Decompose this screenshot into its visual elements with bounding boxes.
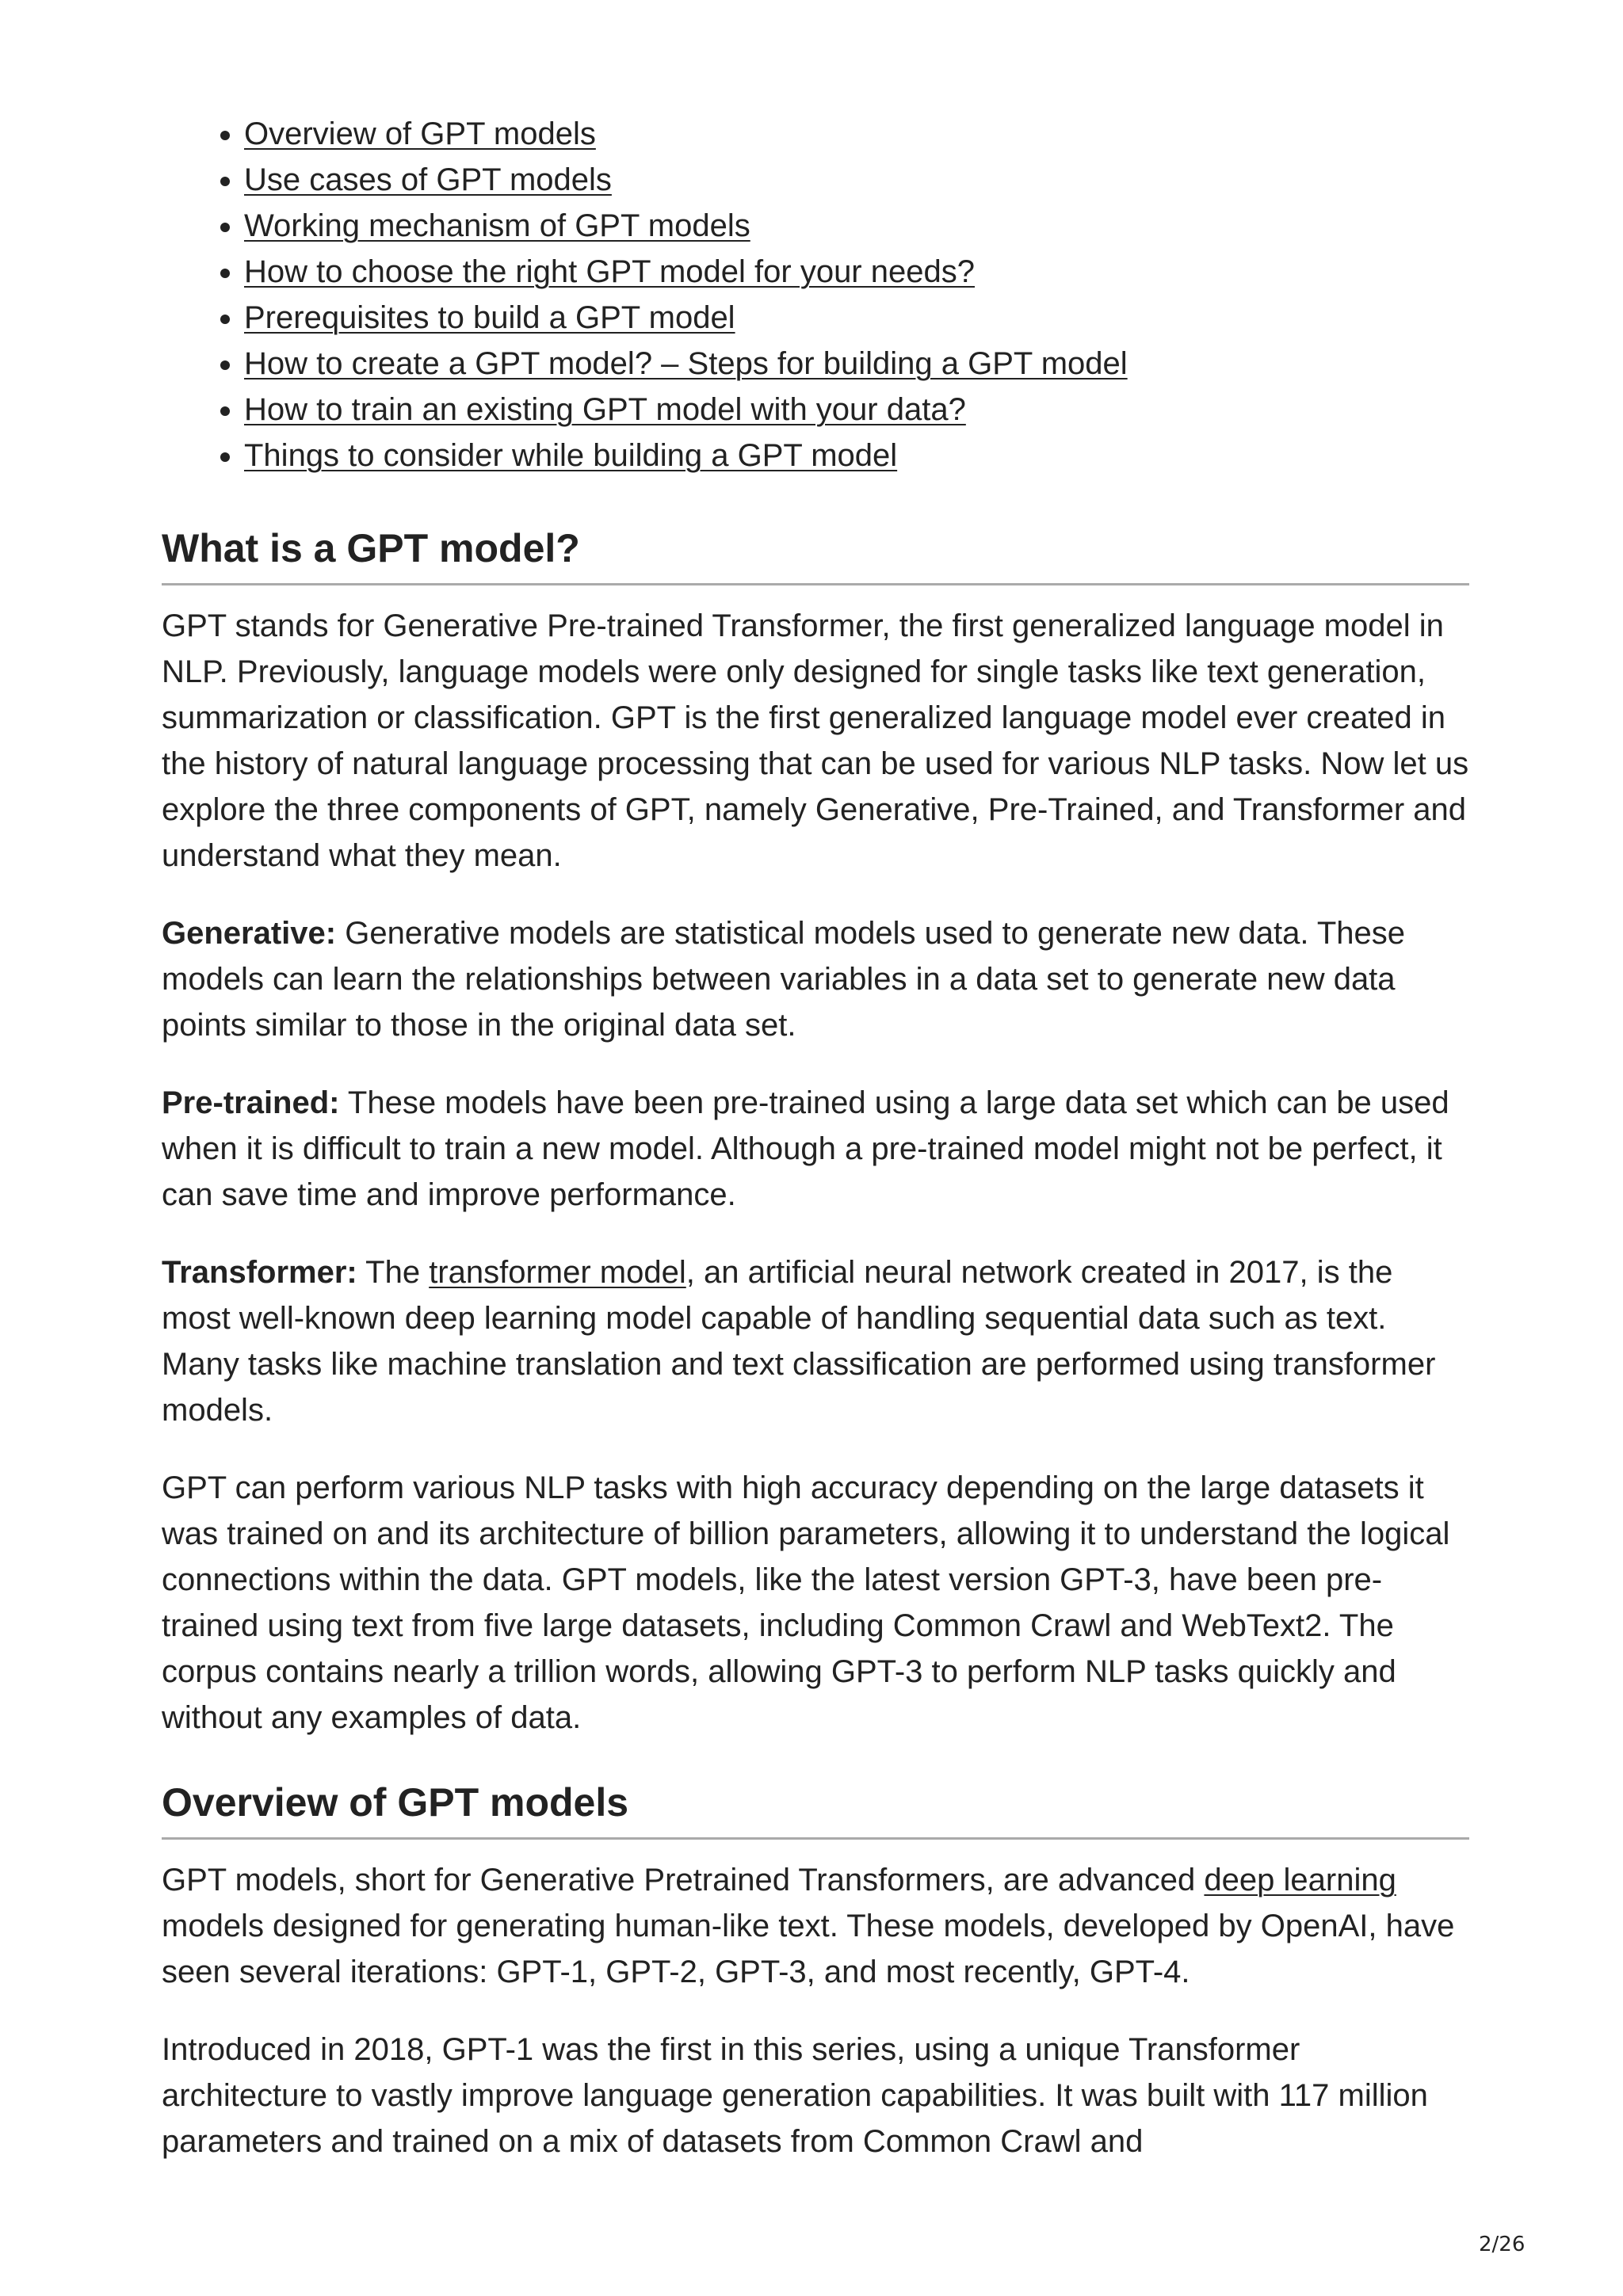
deep-learning-link[interactable]: deep learning [1204,1863,1396,1897]
paragraph-pretrained [162,1080,1469,1218]
toc-item [244,111,1469,157]
section-heading-what-is-gpt: What is a GPT model? [162,524,1469,585]
term-transformer: Transformer: [162,1255,357,1290]
term-pretrained: Pre-trained: [162,1085,340,1120]
toc-link-use-cases[interactable]: Use cases of GPT models [244,162,612,197]
toc-item [244,433,1469,479]
paragraph-intro: GPT stands for Generative Pre-trained Transformer, the first generalized language model in NLP. Previously, language models were only designed for single tasks like text generation, summarization or classification. GPT is the first generalized language model ever created in the history of natural language processing that can be used for various NLP tasks. Now let us explore the three components of GPT, namely Generative, Pre-Trained, and Transformer and understand what they mean. [162,608,1469,873]
toc-link-choose-model[interactable]: How to choose the right GPT model for your needs? [244,254,975,289]
pretrained-text: These models have been pre-trained using a large data set which can be used when it is difficult to train a new model. Although a pre-trained model might not be perfect, it can save time and improve performance. [162,1085,1449,1212]
toc-item [244,157,1469,203]
overview-text-pre: GPT models, short for Generative Pretrained Transformers, are advanced [162,1863,1205,1897]
toc-link-overview[interactable]: Overview of GPT models [244,116,596,151]
generative-text: Generative models are statistical models used to generate new data. These models can learn the relationships between variables in a data set to generate new data points similar to those in the original data set. [162,916,1406,1043]
toc-link-working-mechanism[interactable]: Working mechanism of GPT models [244,208,750,243]
paragraph-transformer [162,1249,1469,1433]
paragraph-generative [162,910,1469,1048]
article-content [162,111,1469,2164]
toc-link-train-existing[interactable]: How to train an existing GPT model with your data? [244,392,966,427]
paragraph-gpt1: Introduced in 2018, GPT-1 was the first in this series, using a unique Transformer architecture to vastly improve language generation capabilities. It was built with 117 million parameters and trained on a mix of datasets from Common Crawl and [162,2032,1428,2159]
toc-item [244,341,1469,387]
toc-item [244,295,1469,341]
toc-link-create-model[interactable]: How to create a GPT model? – Steps for building a GPT model [244,346,1128,381]
page-number: 2/26 [1479,2233,1526,2256]
paragraph-gpt-capabilities: GPT can perform various NLP tasks with high accuracy depending on the large datasets it was trained on and its architecture of billion parameters, allowing it to understand the logical connections within the data. GPT models, like the latest version GPT-3, have been pre-trained using text from five large datasets, including Common Crawl and WebText2. The corpus contains nearly a trillion words, allowing GPT-3 to perform NLP tasks quickly and without any examples of data. [162,1470,1450,1735]
section-heading-overview: Overview of GPT models [162,1779,1469,1840]
toc-item [244,203,1469,249]
overview-text-post: models designed for generating human-like text. These models, developed by OpenAI, have seen several iterations: GPT-1, GPT-2, GPT-3, and most recently, GPT-4. [162,1909,1455,1989]
transformer-text-post: , an artificial neural network created in 2017, is the most well-known deep learning model capable of handling sequential data such as text. Many tasks like machine translation and text classification are performed using transformer models. [162,1255,1436,1428]
transformer-text-pre: The [357,1255,430,1290]
toc-item [244,249,1469,295]
transformer-model-link[interactable]: transformer model [429,1255,686,1290]
toc-link-things-to-consider[interactable]: Things to consider while building a GPT model [244,438,898,473]
toc-item [244,387,1469,433]
table-of-contents [162,111,1469,479]
term-generative: Generative: [162,916,337,951]
paragraph-overview [162,1857,1469,1995]
toc-link-prerequisites[interactable]: Prerequisites to build a GPT model [244,300,735,335]
